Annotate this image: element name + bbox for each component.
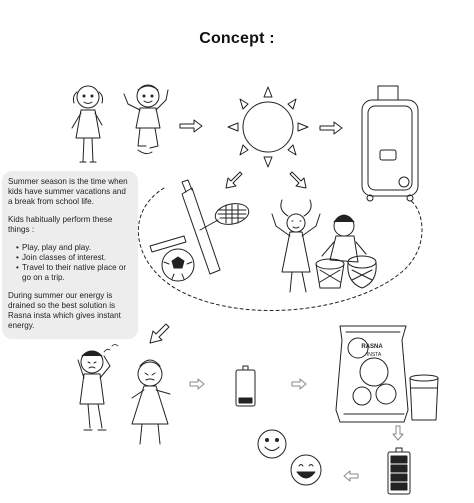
page-title: Concept : — [199, 30, 275, 47]
two-kids-icon — [72, 85, 168, 162]
smiley-face-icon — [291, 455, 321, 485]
note-bullet-list — [8, 243, 132, 283]
note-bullet: • Join classes of interest. — [16, 253, 132, 263]
drummer-boy-icon — [322, 215, 366, 262]
arrow-icon — [320, 122, 342, 134]
arrow-icon — [180, 120, 202, 132]
note-paragraph: During summer our energy is drained so the best solution is Rasna insta which gives instant energy. — [8, 291, 121, 330]
concept-note — [2, 171, 138, 339]
full-battery-icon — [388, 448, 410, 494]
note-bullet: • Play, play and play. — [16, 243, 132, 253]
sun-icon — [228, 87, 308, 167]
arrow-icon — [292, 379, 306, 389]
cricket-bat-icon — [150, 180, 220, 274]
football-icon — [162, 249, 194, 281]
arrow-icon — [190, 379, 204, 389]
juice-glass-icon — [410, 375, 438, 420]
smiley-face-icon — [258, 430, 286, 458]
note-bullet: • Travel to their native place or go on a trip. — [16, 263, 132, 283]
arrow-icon — [226, 172, 242, 188]
note-paragraph: Kids habitually perform these things : — [8, 215, 113, 234]
pack-brand-text: RASNA — [361, 344, 383, 350]
arrow-icon — [150, 324, 169, 343]
arrow-icon — [290, 172, 306, 188]
tennis-racket-icon — [200, 201, 251, 230]
dancing-girl-icon — [272, 200, 320, 292]
low-battery-icon — [236, 366, 255, 406]
rasna-pack-icon — [336, 326, 408, 422]
suitcase-icon — [362, 86, 418, 201]
pack-sub-text: INSTA — [366, 352, 382, 358]
note-paragraph: Summer season is the time when kids have summer vacations and a break from school life. — [8, 177, 128, 206]
tired-kids-icon — [78, 345, 170, 445]
arrow-icon — [344, 471, 358, 481]
arrow-icon — [393, 426, 403, 440]
